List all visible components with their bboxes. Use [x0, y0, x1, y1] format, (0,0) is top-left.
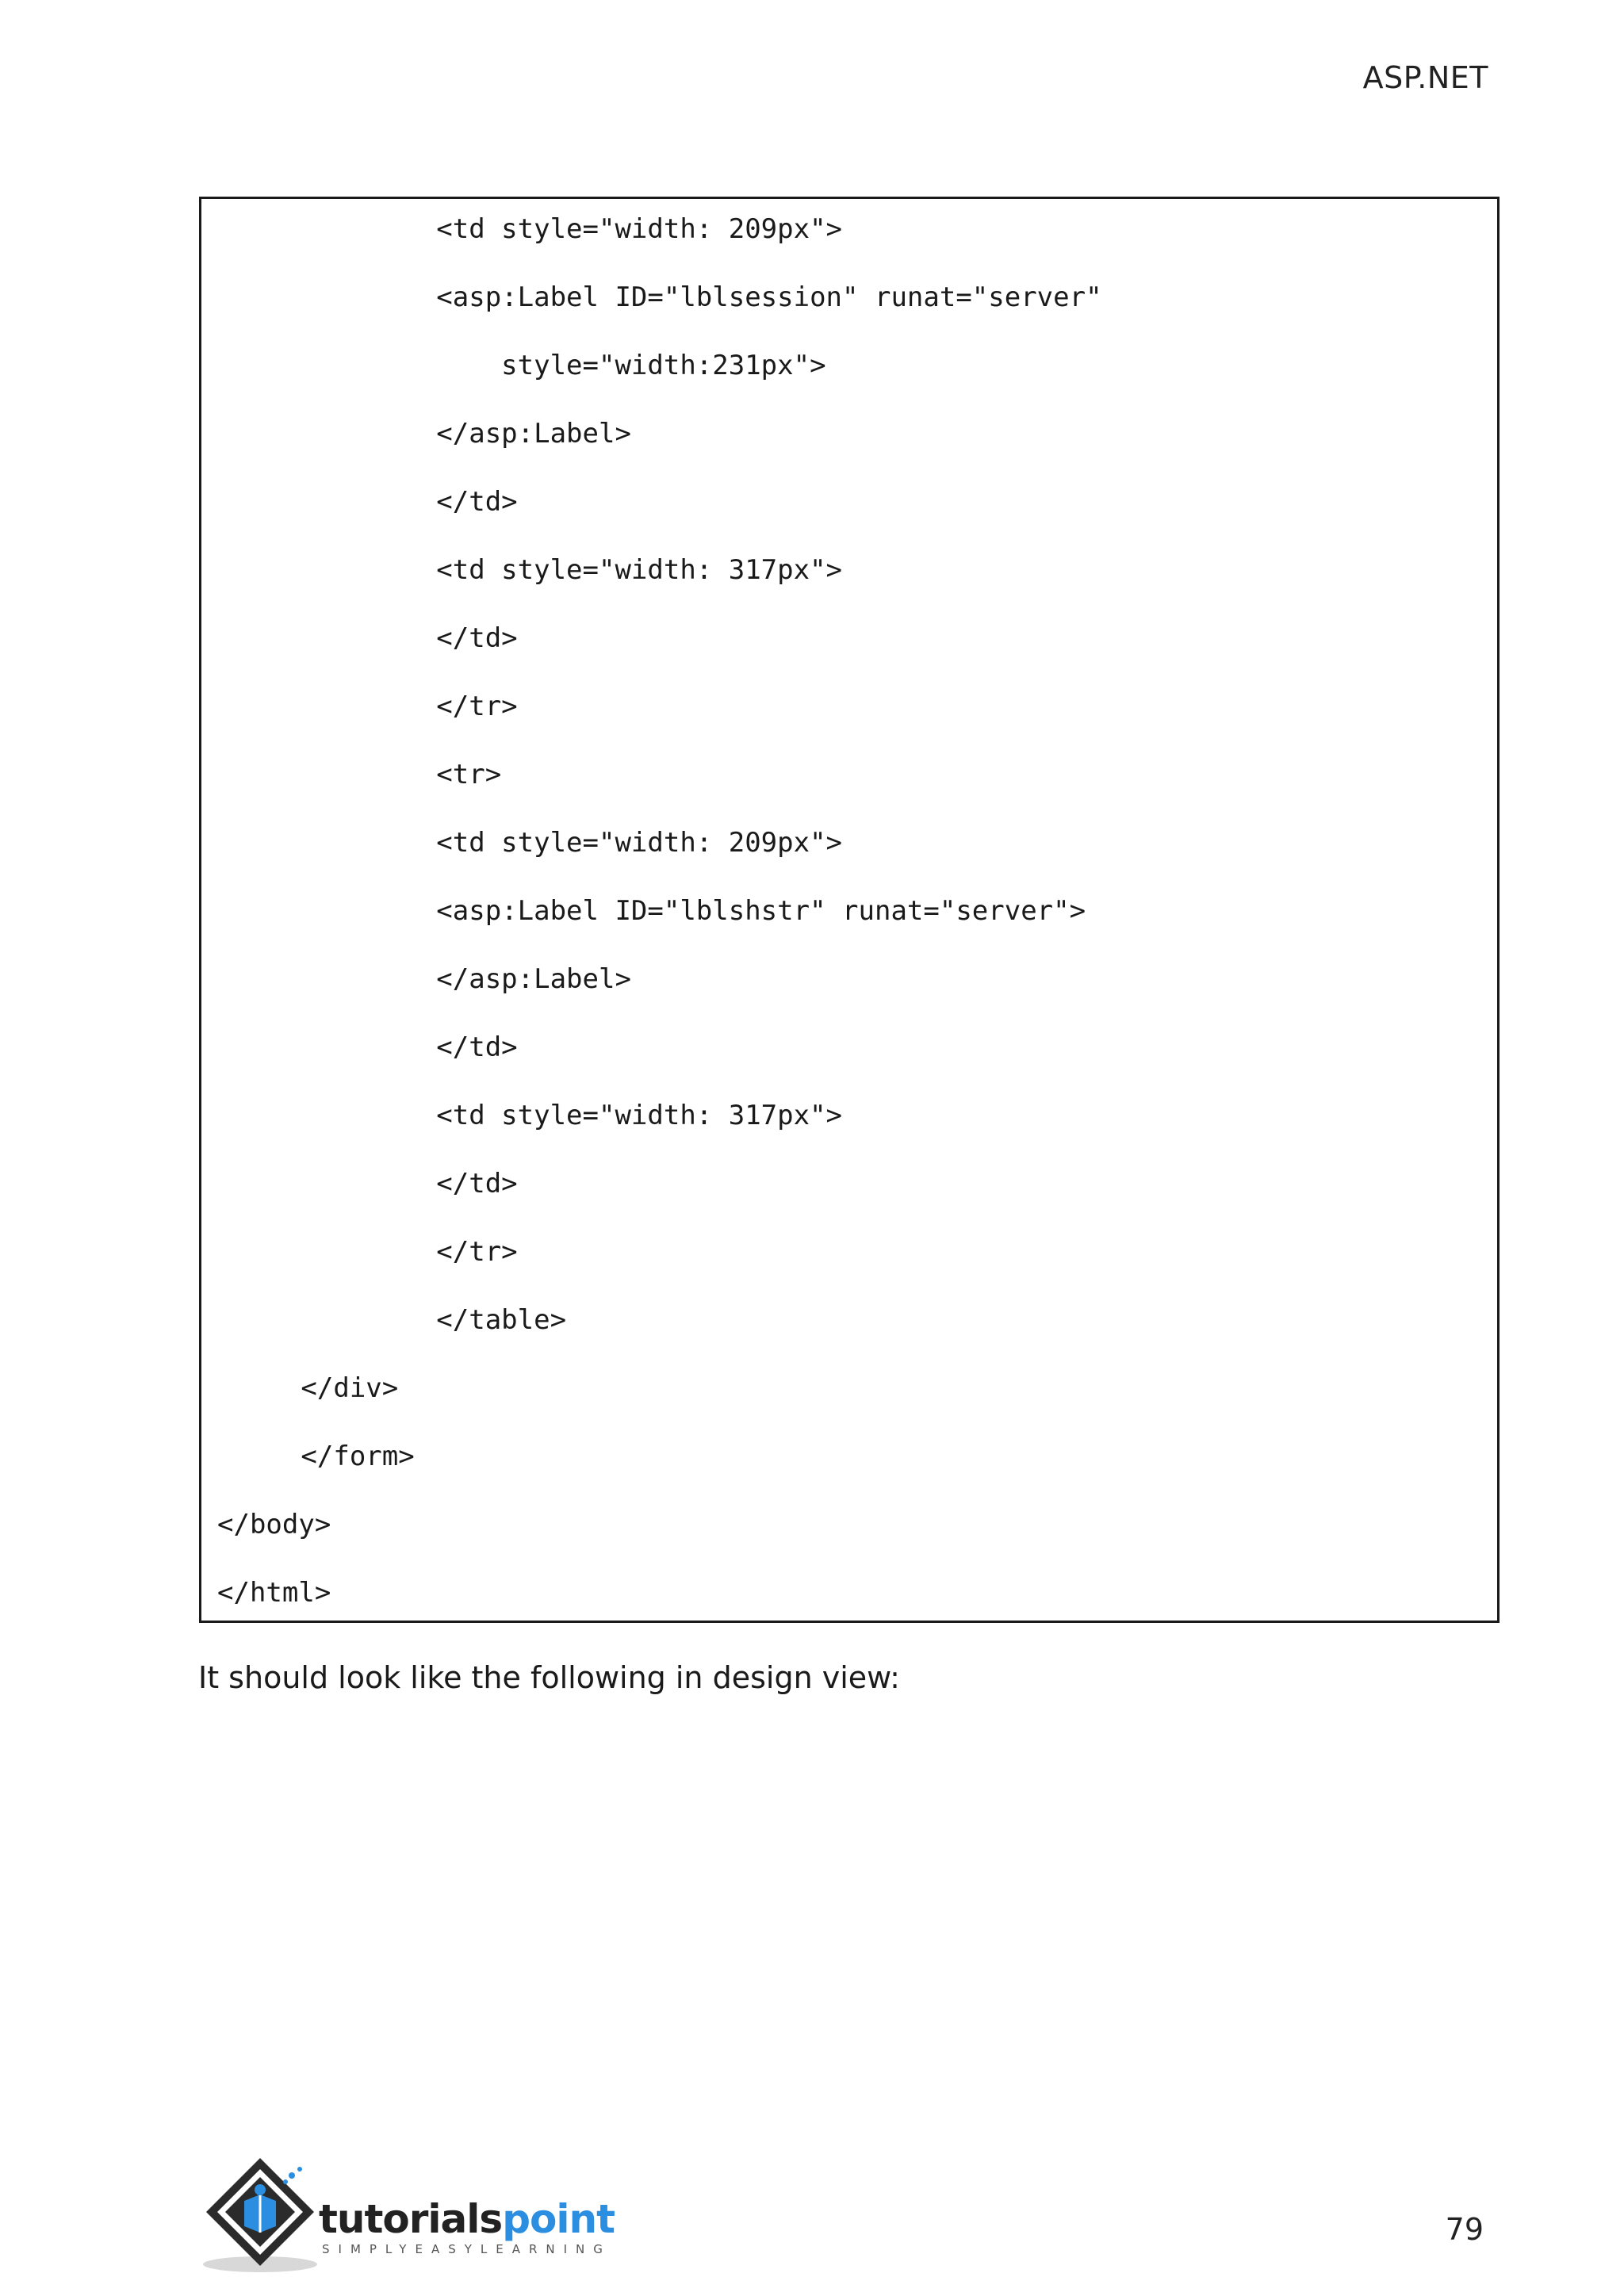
code-line: </td> — [323, 486, 518, 518]
code-line: <tr> — [323, 759, 502, 790]
logo-tagline: SIMPLYEASYLEARNING — [322, 2242, 611, 2256]
code-line: </tr> — [323, 691, 518, 722]
logo-wordmark — [319, 2196, 615, 2242]
code-line: </div> — [252, 1372, 399, 1404]
code-line: </td> — [323, 622, 518, 654]
code-line: </asp:Label> — [323, 963, 631, 995]
code-line: </table> — [323, 1304, 567, 1336]
code-line: </html> — [217, 1577, 331, 1609]
page-number: 79 — [1445, 2212, 1484, 2247]
code-line: <asp:Label ID="lblshstr" runat="server"> — [323, 895, 1086, 927]
logo-wordmark-part1: tutorials — [319, 2196, 503, 2242]
code-line: style="width:231px"> — [323, 350, 826, 381]
code-line: </td> — [323, 1168, 518, 1200]
code-line: <asp:Label ID="lblsession" runat="server" — [323, 281, 1102, 313]
header-title: ASP.NET — [1362, 60, 1488, 95]
code-line: <td style="width: 317px"> — [323, 1100, 843, 1131]
code-line: <td style="width: 209px"> — [323, 827, 843, 859]
code-line: <td style="width: 317px"> — [323, 554, 843, 586]
code-line: </body> — [217, 1509, 331, 1540]
code-line: </tr> — [323, 1236, 518, 1268]
logo-diamond-icon — [198, 2153, 325, 2280]
code-line: </asp:Label> — [323, 418, 631, 450]
code-block — [199, 197, 1500, 1623]
code-line: </form> — [252, 1441, 415, 1472]
code-line: </td> — [323, 1031, 518, 1063]
tutorialspoint-logo — [198, 2153, 619, 2280]
caption-text: It should look like the following in design view: — [198, 1660, 900, 1695]
logo-wordmark-part2: point — [502, 2196, 615, 2242]
code-line: <td style="width: 209px"> — [323, 213, 843, 245]
